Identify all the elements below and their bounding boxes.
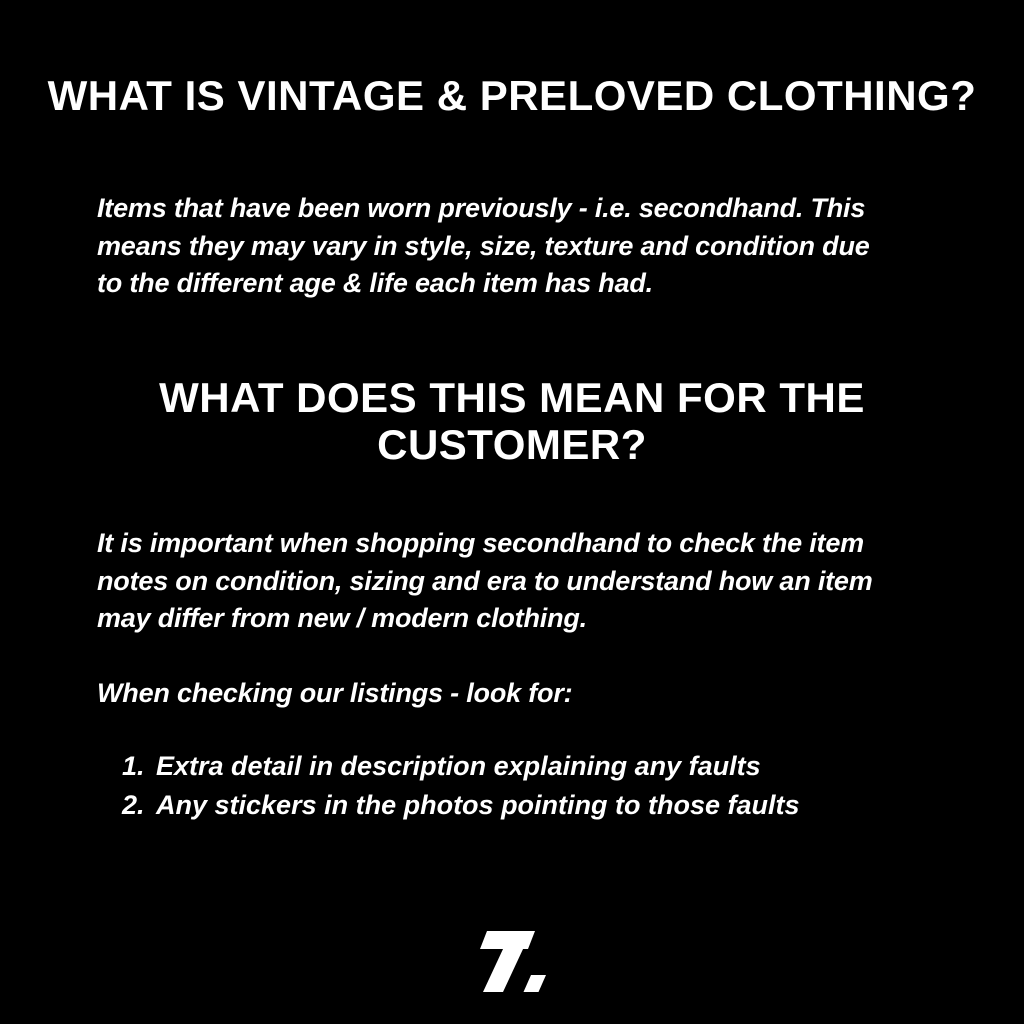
customer-info-line-2: notes on condition, sizing and era to understand how an item (97, 565, 873, 596)
intro-line-1: Items that have been worn previously - i.e. secondhand. This (97, 193, 866, 223)
intro-line-3: to the different age & life each item has had. (97, 268, 653, 298)
checklist-item-1 (122, 747, 800, 786)
checklist-item-1-text: Extra detail in description explaining any faults (156, 751, 761, 781)
brand-logo-t-icon (478, 931, 547, 993)
checklist-item-2-text: Any stickers in the photos pointing to those faults (156, 790, 800, 820)
checklist (122, 747, 800, 825)
page-title: WHAT IS VINTAGE & PRELOVED CLOTHING? (47, 72, 977, 119)
customer-info-paragraph (97, 525, 873, 638)
brand-logo-t-svg (478, 931, 547, 993)
intro-paragraph (97, 190, 870, 303)
checklist-item-2-number: 2. (122, 790, 145, 820)
checklist-item-1-number: 1. (122, 751, 145, 781)
section-title-line-2: CUSTOMER? (377, 421, 647, 468)
intro-line-2: means they may vary in style, size, texture and condition due (97, 230, 870, 261)
customer-info-line-1: It is important when shopping secondhand to check the item (97, 528, 864, 558)
logo-period-dot (524, 975, 547, 992)
section-title-line-1: WHAT DOES THIS MEAN FOR THE (159, 374, 865, 421)
checklist-item-2 (122, 786, 800, 825)
section-title-customer (0, 374, 1024, 468)
listings-intro: When checking our listings - look for: (97, 678, 573, 708)
logo-t-stem (483, 945, 525, 992)
customer-info-line-3: may differ from new / modern clothing. (97, 603, 587, 633)
